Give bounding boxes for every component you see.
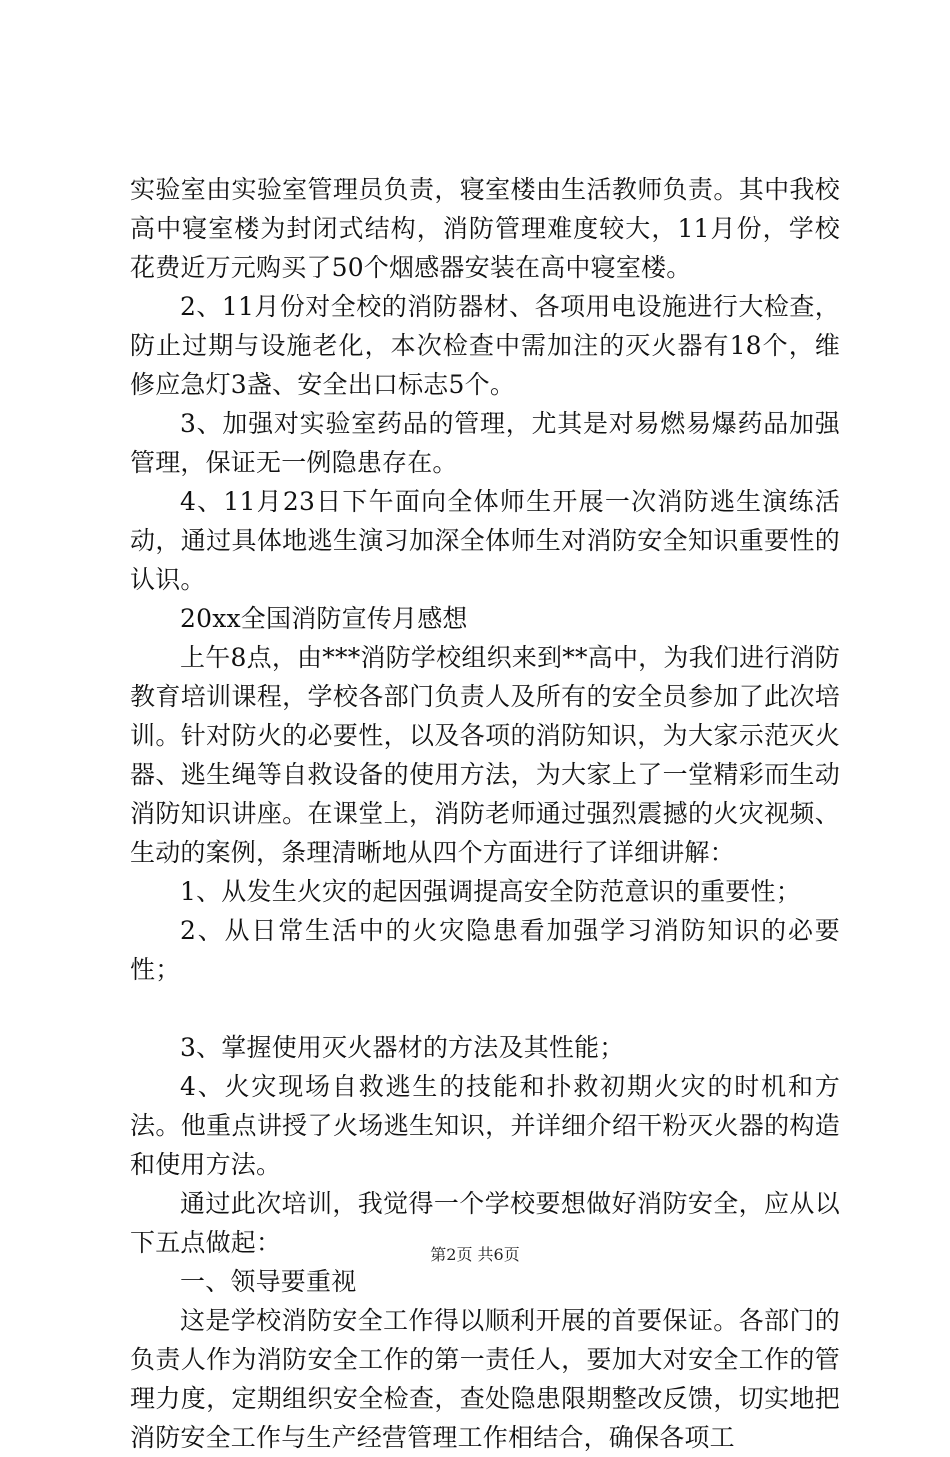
list-item-point-2: 2、从日常生活中的火灾隐患看加强学习消防知识的必要性； [130, 916, 840, 984]
section-heading-leadership: 一、领导要重视 [180, 1267, 357, 1296]
paragraph-evacuation-drill: 4、11月23日下午面向全体师生开展一次消防逃生演练活动，通过具体地逃生演习加深全体师生对消防安全知识重要性的认识。 [130, 487, 840, 594]
paragraph-training-intro: 上午8点，由***消防学校组织来到**高中，为我们进行消防教育培训课程，学校各部门负责人及所有的安全员参加了此次培训。针对防火的必要性，以及各项的消防知识，为大家示范灭火器、逃生绳等自救设备的使用方法，为大家上了一堂精彩而生动消防知识讲座。在课堂上，消防老师通过强烈震撼的火灾视频、生动的案例，条理清晰地从四个方面进行了详细讲解： [130, 643, 840, 867]
paragraph-equipment-inspection: 2、11月份对全校的消防器材、各项用电设施进行大检查，防止过期与设施老化，本次检查中需加注的灭火器有18个，维修应急灯3盏、安全出口标志5个。 [130, 292, 840, 399]
list-item-point-3: 3、掌握使用灭火器材的方法及其性能； [180, 1033, 625, 1062]
paragraph-lab-chemicals: 3、加强对实验室药品的管理，尤其是对易燃易爆药品加强管理，保证无一例隐患存在。 [130, 409, 840, 477]
list-item-point-4: 4、火灾现场自救逃生的技能和扑救初期火灾的时机和方法。他重点讲授了火场逃生知识，并详细介绍干粉灭火器的构造和使用方法。 [130, 1072, 840, 1179]
paragraph-dorm-responsibility: 实验室由实验室管理员负责，寝室楼由生活教师负责。其中我校高中寝室楼为封闭式结构，消防管理难度较大，11月份，学校花费近万元购买了50个烟感器安装在高中寝室楼。 [130, 175, 840, 282]
paragraph-five-points-intro: 通过此次培训，我觉得一个学校要想做好消防安全，应从以下五点做起： [130, 1189, 840, 1257]
list-item-point-1: 1、从发生火灾的起因强调提高安全防范意识的重要性； [180, 877, 801, 906]
section-heading-fire-month: 20xx全国消防宣传月感想 [180, 604, 468, 633]
page-number-footer: 第2页 共6页 [430, 1245, 520, 1264]
paragraph-leadership-detail: 这是学校消防安全工作得以顺利开展的首要保证。各部门的负责人作为消防安全工作的第一责任人，要加大对安全工作的管理力度，定期组织安全检查，查处隐患限期整改反馈，切实地把消防安全工作与生产经营管理工作相结合，确保各项工 [130, 1306, 840, 1452]
blank-line [130, 989, 840, 1028]
